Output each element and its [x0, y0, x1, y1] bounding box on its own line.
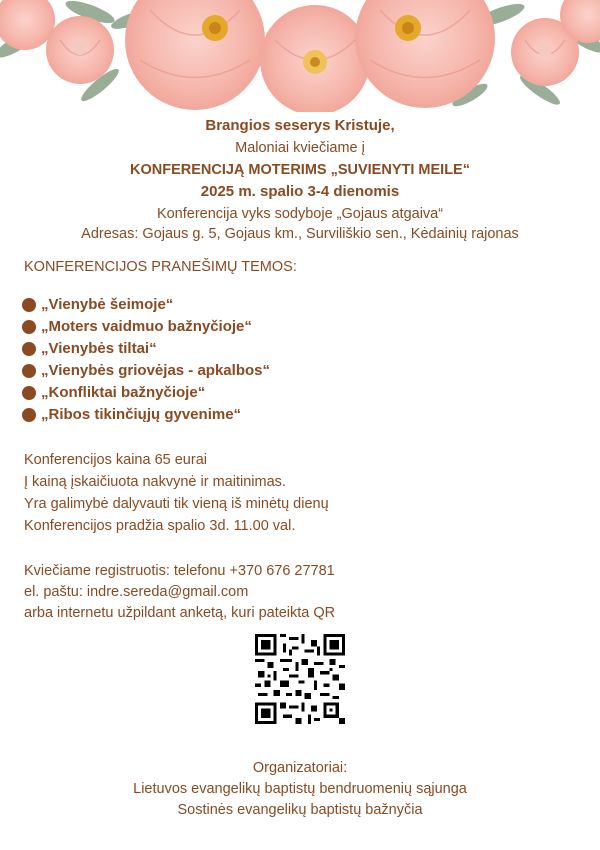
bullet-icon: [22, 364, 36, 378]
bullet-icon: [22, 386, 36, 400]
topics-heading: KONFERENCIJOS PRANEŠIMŲ TEMOS:: [24, 259, 297, 275]
floral-banner: [0, 0, 600, 112]
greeting: Brangios seserys Kristuje,: [205, 117, 395, 134]
organizer-2: Sostinės evangelikų baptistų bažnyčia: [177, 802, 423, 818]
topic-item: „Konfliktai bažnyčioje“: [22, 384, 205, 401]
topic-item: „Ribos tikinčiųjų gyvenime“: [22, 406, 241, 423]
bullet-icon: [22, 298, 36, 312]
registration-email: el. paštu: indre.sereda@gmail.com: [24, 584, 249, 600]
includes: Į kainą įskaičiuota nakvynė ir maitinimas.: [24, 474, 286, 490]
conference-dates: 2025 m. spalio 3-4 dienomis: [200, 183, 400, 200]
one-day-option: Yra galimybė dalyvauti tik vieną iš minėtų dienų: [24, 496, 329, 512]
bullet-icon: [22, 342, 36, 356]
venue: Konferencija vyks sodyboje „Gojaus atgaiva“: [156, 206, 444, 222]
organizer-1: Lietuvos evangelikų baptistų bendruomenių sąjunga: [133, 781, 467, 797]
price: Konferencijos kaina 65 eurai: [24, 452, 207, 468]
flower-illustration: [0, 0, 600, 112]
topic-item: „Moters vaidmuo bažnyčioje“: [22, 318, 252, 335]
organizers-label: Organizatoriai:: [252, 760, 348, 776]
start-time: Konferencijos pradžia spalio 3d. 11.00 val.: [24, 518, 296, 534]
bullet-icon: [22, 320, 36, 334]
address: Adresas: Gojaus g. 5, Gojaus km., Surviliškio sen., Kėdainių rajonas: [81, 226, 519, 242]
registration-online: arba internetu užpildant anketą, kuri pateikta QR: [24, 605, 336, 621]
conference-title: KONFERENCIJĄ MOTERIMS „SUVIENYTI MEILE“: [130, 162, 470, 178]
qr-code[interactable]: [255, 634, 345, 724]
registration-phone: Kviečiame registruotis: telefonu +370 676 27781: [24, 563, 335, 579]
invite-text: Maloniai kviečiame į: [235, 140, 365, 156]
topic-item: „Vienybės griovėjas - apkalbos“: [22, 362, 270, 379]
topic-item: „Vienybės tiltai“: [22, 340, 157, 357]
topic-item: „Vienybė šeimoje“: [22, 296, 173, 313]
bullet-icon: [22, 408, 36, 422]
